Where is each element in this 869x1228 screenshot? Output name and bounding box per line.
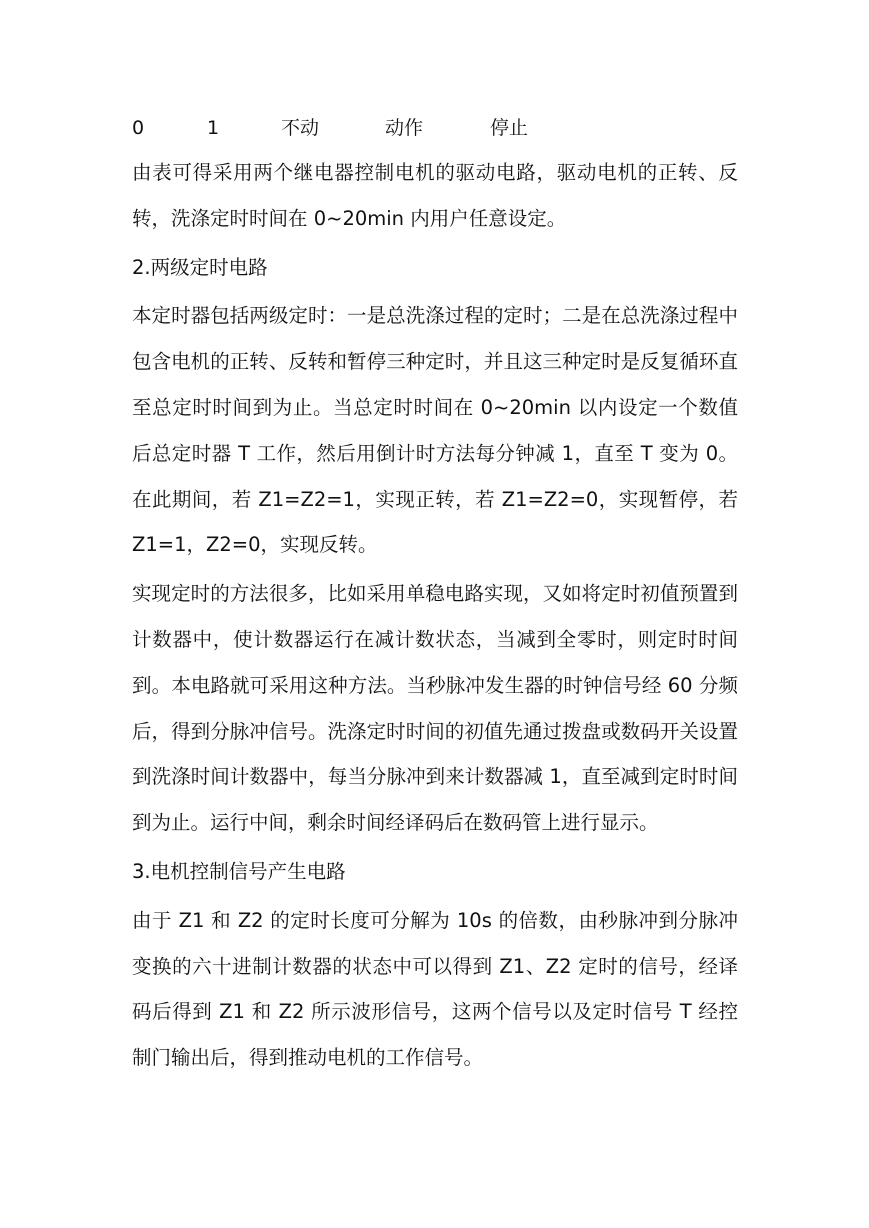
section-heading-motor-control-signal: 3.电机控制信号产生电路: [132, 859, 346, 883]
table-cell-relay-2: 动作: [385, 117, 424, 139]
document-body: [132, 150, 738, 1084]
table-cell-relay-1: 不动: [281, 117, 320, 139]
table-cell-z1: 0: [132, 117, 145, 139]
paragraph-control-signal: 由于 Z1 和 Z2 的定时长度可分解为 10s 的倍数，由秒脉冲到分脉冲变换的六十进制计数器的状态中可以得到 Z1、Z2 定时的信号，经译码后得到 Z1 和 Z2 所示波形信号，这两个信号以及定时信号 T 经控制门输出后，得到推动电机的工作信号。: [132, 908, 738, 1070]
paragraph-drive-circuit: 由表可得采用两个继电器控制电机的驱动电路，驱动电机的正转、反转，洗涤定时时间在 0~20min 内用户任意设定。: [132, 161, 738, 230]
table-cell-z2: 1: [207, 117, 220, 139]
paragraph-timing-method: 实现定时的方法很多，比如采用单稳电路实现，又如将定时初值预置到计数器中，使计数器运行在减计数状态，当减到全零时，则定时时间到。本电路就可采用这种方法。当秒脉冲发生器的时钟信号经 60 分频后，得到分脉冲信号。洗涤定时时间的初值先通过拨盘或数码开关设置到洗涤时间计数器中，每当分脉冲到来计数器减 1，直至减到定时时间到为止。运行中间，剩余时间经译码后在数码管上进行显示。: [132, 582, 738, 835]
state-table-row: [132, 114, 737, 142]
paragraph-timer-description: 本定时器包括两级定时：一是总洗涤过程的定时；二是在总洗涤过程中包含电机的正转、反转和暂停三种定时，并且这三种定时是反复循环直至总定时时间到为止。当总定时时间在 0~20min 以内设定一个数值后总定时器 T 工作，然后用倒计时方法每分钟减 1，直至 T 变为 0。在此期间，若 Z1=Z2=1，实现正转，若 Z1=Z2=0，实现暂停，若 Z1=1，Z2=0，实现反转。: [132, 304, 738, 557]
table-cell-motor-state: 停止: [490, 117, 529, 139]
section-heading-two-stage-timer: 2.两级定时电路: [132, 255, 268, 279]
